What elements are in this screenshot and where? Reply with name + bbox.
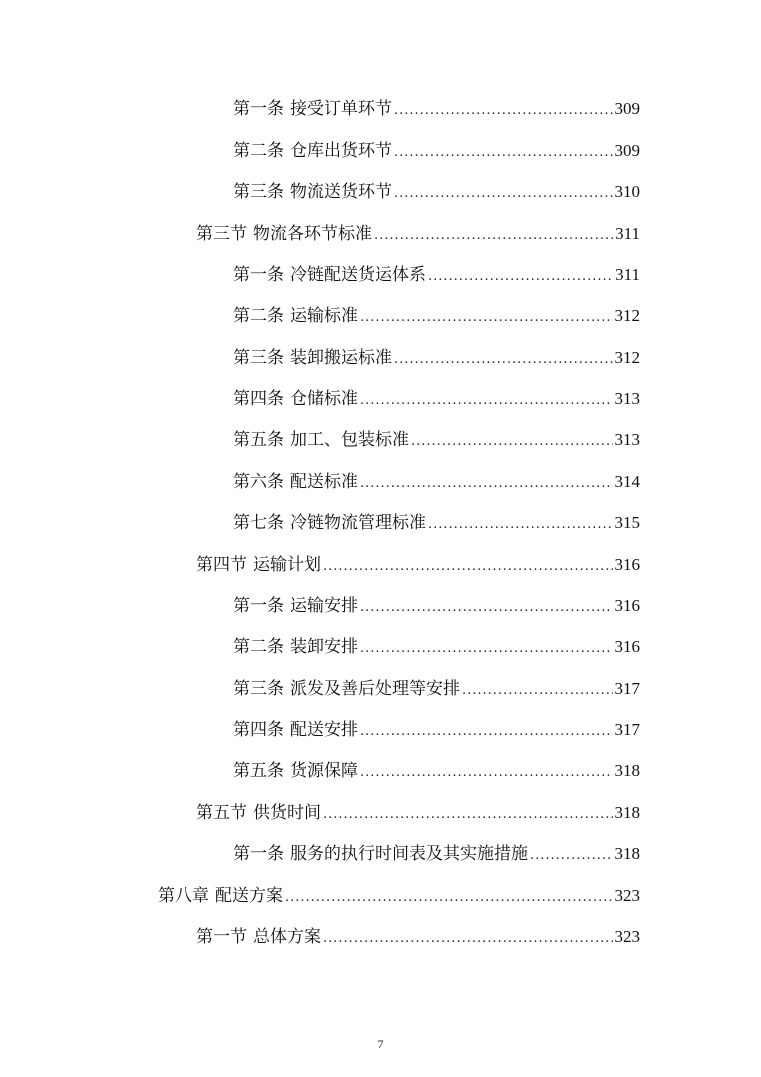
toc-dot-leader (428, 512, 613, 538)
toc-entry-page: 311 (615, 265, 640, 284)
toc-entry-title (233, 386, 358, 412)
toc-entry-title (233, 676, 460, 702)
toc-entry-text: 加工、包装标准 (290, 430, 409, 450)
toc-entry-page: 318 (614, 761, 640, 780)
toc-entry[interactable] (196, 800, 640, 826)
toc-entry-title (233, 345, 392, 371)
toc-entry-number: 第五条 (233, 761, 284, 781)
toc-entry-number: 第二条 (233, 306, 284, 326)
toc-entry-page: 315 (614, 513, 640, 532)
toc-entry-title (233, 510, 426, 536)
toc-entry-text: 货源保障 (290, 761, 358, 781)
toc-entry-number: 第五节 (196, 803, 247, 823)
toc-dot-leader (360, 636, 613, 662)
toc-entry-text: 运输标准 (290, 306, 358, 326)
toc-entry[interactable] (233, 345, 640, 371)
toc-entry-title (233, 96, 392, 122)
toc-entry-text: 运输计划 (253, 555, 321, 575)
toc-entry-text: 配送标准 (290, 472, 358, 492)
toc-entry-title (233, 262, 426, 288)
toc-dot-leader (323, 554, 613, 580)
toc-entry-title (233, 634, 358, 660)
toc-entry-number: 第八章 (158, 886, 209, 906)
toc-entry[interactable] (233, 510, 640, 536)
toc-entry-page: 316 (614, 637, 640, 656)
toc-entry[interactable] (233, 138, 640, 164)
toc-entry[interactable] (233, 427, 640, 453)
toc-entry-number: 第一节 (196, 927, 247, 947)
toc-entry-text: 冷链配送货运体系 (290, 265, 426, 285)
toc-dot-leader (285, 885, 613, 911)
toc-dot-leader (428, 264, 613, 290)
toc-entry[interactable] (196, 924, 640, 950)
toc-entry-number: 第一条 (233, 265, 284, 285)
toc-entry-title (233, 179, 392, 205)
toc-entry-page: 317 (614, 720, 640, 739)
toc-entry-page: 313 (614, 430, 640, 449)
toc-entry-number: 第五条 (233, 430, 284, 450)
toc-entry[interactable] (233, 758, 640, 784)
toc-entry-number: 第二条 (233, 141, 284, 161)
toc-entry-title (233, 303, 358, 329)
toc-entry-page: 313 (614, 389, 640, 408)
toc-entry-number: 第三条 (233, 679, 284, 699)
toc-entry-number: 第四条 (233, 389, 284, 409)
toc-dot-leader (394, 181, 613, 207)
toc-dot-leader (360, 388, 613, 414)
toc-entry[interactable] (233, 841, 640, 867)
toc-dot-leader (360, 719, 613, 745)
toc-entry[interactable] (158, 883, 640, 909)
toc-entry-text: 接受订单环节 (290, 99, 392, 119)
toc-dot-leader (394, 140, 613, 166)
toc-entry-text: 冷链物流管理标准 (290, 513, 426, 533)
toc-entry-number: 第一条 (233, 844, 284, 864)
toc-entry-page: 314 (614, 472, 640, 491)
toc-entry-number: 第二条 (233, 637, 284, 657)
toc-entry-page: 317 (614, 679, 640, 698)
toc-entry-number: 第六条 (233, 472, 284, 492)
toc-entry-title (196, 924, 321, 950)
toc-entry-page: 311 (615, 224, 640, 243)
toc-entry[interactable] (233, 386, 640, 412)
toc-entry-text: 装卸安排 (290, 637, 358, 657)
toc-entry-page: 318 (614, 844, 640, 863)
toc-entry-number: 第四条 (233, 720, 284, 740)
toc-entry-title (196, 221, 372, 247)
toc-entry-page: 309 (614, 141, 640, 160)
toc-entry-text: 总体方案 (253, 927, 321, 947)
toc-dot-leader (462, 678, 613, 704)
toc-entry-text: 供货时间 (253, 803, 321, 823)
toc-entry-number: 第三条 (233, 182, 284, 202)
toc-entry-text: 运输安排 (290, 596, 358, 616)
toc-entry[interactable] (233, 262, 640, 288)
toc-entry[interactable] (233, 676, 640, 702)
toc-entry-text: 配送方案 (215, 886, 283, 906)
toc-entry-title (196, 800, 321, 826)
toc-entry-title (233, 593, 358, 619)
toc-dot-leader (360, 595, 613, 621)
toc-entry-title (196, 552, 321, 578)
toc-entry-title (233, 427, 409, 453)
toc-entry-number: 第三节 (196, 224, 247, 244)
toc-entry-text: 仓储标准 (290, 389, 358, 409)
toc-entry[interactable] (233, 179, 640, 205)
toc-dot-leader (530, 843, 613, 869)
toc-entry[interactable] (233, 634, 640, 660)
toc-entry-page: 316 (614, 555, 640, 574)
toc-entry-text: 物流送货环节 (290, 182, 392, 202)
toc-entry-page: 312 (614, 306, 640, 325)
toc-entry-page: 316 (614, 596, 640, 615)
toc-entry-text: 派发及善后处理等安排 (290, 679, 460, 699)
toc-entry-page: 310 (614, 182, 640, 201)
toc-dot-leader (411, 429, 613, 455)
toc-dot-leader (394, 98, 613, 124)
toc-entry-number: 第七条 (233, 513, 284, 533)
toc-entry-text: 物流各环节标准 (253, 224, 372, 244)
toc-dot-leader (323, 926, 613, 952)
toc-entry-title (158, 883, 283, 909)
toc-entry-text: 配送安排 (290, 720, 358, 740)
toc-entry-page: 309 (614, 99, 640, 118)
toc-entry[interactable] (196, 221, 640, 247)
page-number: 7 (377, 1037, 384, 1051)
toc-entry-page: 318 (614, 803, 640, 822)
toc-entry[interactable] (196, 552, 640, 578)
toc-entry-title (233, 841, 528, 867)
toc-entry-page: 312 (614, 348, 640, 367)
toc-entry[interactable] (233, 303, 640, 329)
toc-dot-leader (374, 223, 613, 249)
toc-dot-leader (360, 471, 613, 497)
toc-entry-text: 装卸搬运标准 (290, 348, 392, 368)
toc-entry[interactable] (233, 469, 640, 495)
toc-entry-title (233, 469, 358, 495)
toc-dot-leader (360, 760, 613, 786)
toc-entry[interactable] (233, 593, 640, 619)
toc-entry-text: 服务的执行时间表及其实施措施 (290, 844, 528, 864)
toc-entry[interactable] (233, 717, 640, 743)
toc-entry-title (233, 138, 392, 164)
toc-entry-number: 第一条 (233, 99, 284, 119)
toc-entry-title (233, 758, 358, 784)
toc-dot-leader (360, 305, 613, 331)
toc-entry-title (233, 717, 358, 743)
toc-dot-leader (394, 347, 613, 373)
toc-entry-text: 仓库出货环节 (290, 141, 392, 161)
toc-entry-number: 第三条 (233, 348, 284, 368)
toc-dot-leader (323, 802, 613, 828)
toc-entry-number: 第一条 (233, 596, 284, 616)
toc-entry-number: 第四节 (196, 555, 247, 575)
toc-entry[interactable] (233, 96, 640, 122)
toc-entry-page: 323 (614, 886, 640, 905)
toc-entry-page: 323 (614, 927, 640, 946)
